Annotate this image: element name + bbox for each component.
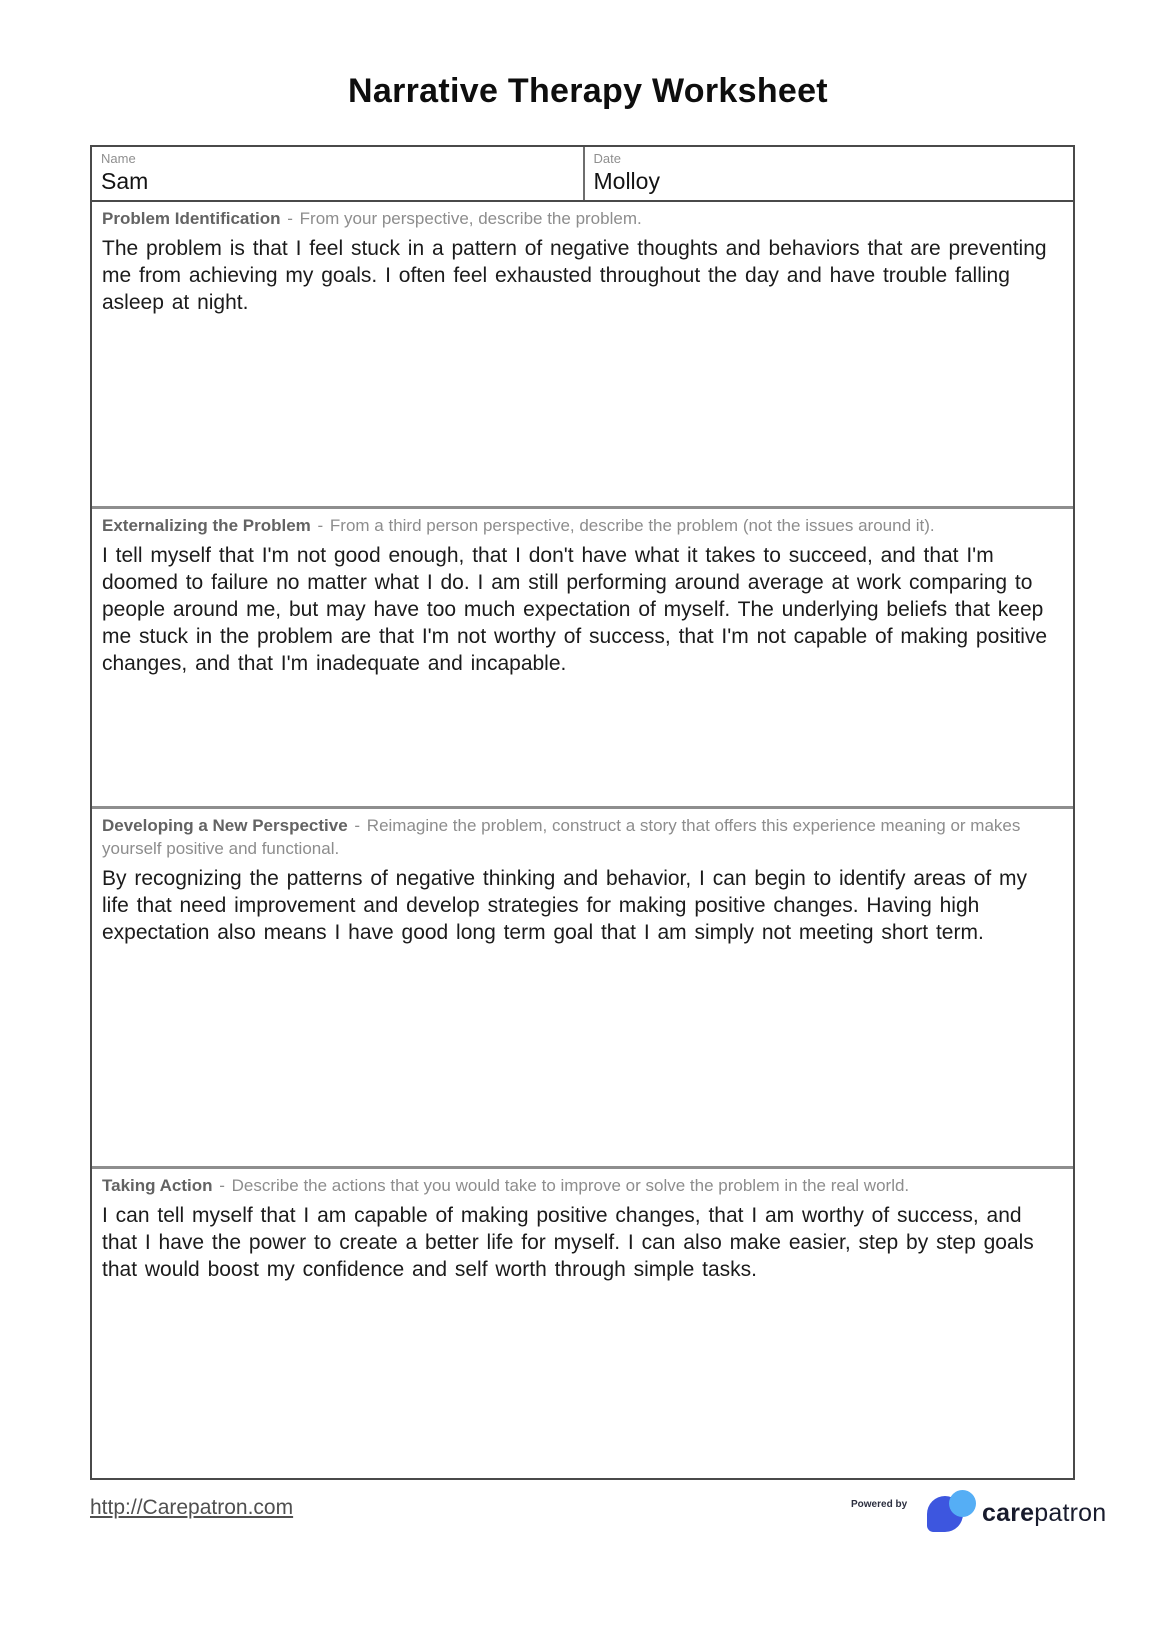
section-problem-identification-heading — [102, 207, 1037, 230]
carepatron-link[interactable]: http://Carepatron.com — [90, 1496, 294, 1519]
section-taking-action-response[interactable]: I can tell myself that I am capable of making positive changes, that I am worthy of success, and that I have the power to create a better life for myself. I can also make easier, step by step goals that would boost my confidence and self worth through simple tasks. — [102, 1204, 1034, 1281]
date-field[interactable] — [583, 147, 1074, 200]
date-field-label: Date — [593, 151, 621, 166]
section-externalizing-response[interactable]: I tell myself that I'm not good enough, that I don't have what it takes to succeed, and that I'm doomed to failure no matter what I do. I am still performing around average at work comparing to people around me, but may have too much expectation of myself. The underlying beliefs that keep me stuck in the problem are that I'm not worthy of success, that I'm not capable of making positive changes, and that I'm inadequate and incapable. — [102, 544, 1048, 675]
section-heading-separator: - — [287, 209, 293, 228]
name-field[interactable] — [92, 147, 583, 200]
section-heading-separator: - — [354, 816, 361, 835]
section-heading-label: Externalizing the Problem — [102, 516, 311, 535]
section-heading-separator: - — [219, 1176, 225, 1195]
section-heading-description: Reimagine the problem, construct a story that offers this experience meaning or makes yourself positive and functional. — [102, 816, 1021, 858]
logo-circle-light — [949, 1490, 976, 1517]
section-new-perspective-heading — [102, 814, 1037, 860]
page-title: Narrative Therapy Worksheet — [348, 72, 828, 110]
section-new-perspective-response[interactable]: By recognizing the patterns of negative thinking and behavior, I can begin to identify areas of my life that need improvement and develop strategies for making positive changes. Having high expectation also means I have good long term goal that I am simply not meeting short term. — [102, 867, 1028, 944]
section-heading-description: From a third person perspective, describe the problem (not the issues around it). — [329, 516, 935, 535]
section-taking-action — [92, 1166, 1073, 1478]
powered-by-label: Powered by — [851, 1499, 908, 1510]
carepatron-logotype-bold: care — [982, 1499, 1035, 1527]
section-heading-description: Describe the actions that you would take to improve or solve the problem in the real world. — [231, 1176, 910, 1195]
worksheet-form — [90, 145, 1075, 1480]
carepatron-logo-icon — [927, 1490, 977, 1532]
section-heading-label: Taking Action — [102, 1176, 213, 1195]
carepatron-logotype — [982, 1499, 1106, 1528]
section-externalizing-the-problem — [92, 506, 1073, 806]
section-problem-identification — [92, 200, 1073, 506]
section-externalizing-heading — [102, 514, 1037, 537]
section-heading-separator: - — [317, 516, 324, 535]
carepatron-logotype-regular: patron — [1034, 1499, 1107, 1527]
name-date-row — [92, 147, 1073, 200]
section-developing-new-perspective — [92, 806, 1073, 1166]
section-heading-description: From your perspective, describe the problem. — [299, 209, 642, 228]
section-heading-label: Problem Identification — [102, 209, 281, 228]
date-field-value: Molloy — [593, 168, 660, 194]
name-field-value: Sam — [101, 168, 149, 194]
name-field-label: Name — [101, 151, 136, 166]
section-taking-action-heading — [102, 1174, 1037, 1197]
section-problem-identification-response[interactable]: The problem is that I feel stuck in a pattern of negative thoughts and behaviors that are preventing me from achieving my goals. I often feel exhausted throughout the day and have trouble falling asleep at night. — [102, 237, 1047, 314]
section-heading-label: Developing a New Perspective — [102, 816, 348, 835]
